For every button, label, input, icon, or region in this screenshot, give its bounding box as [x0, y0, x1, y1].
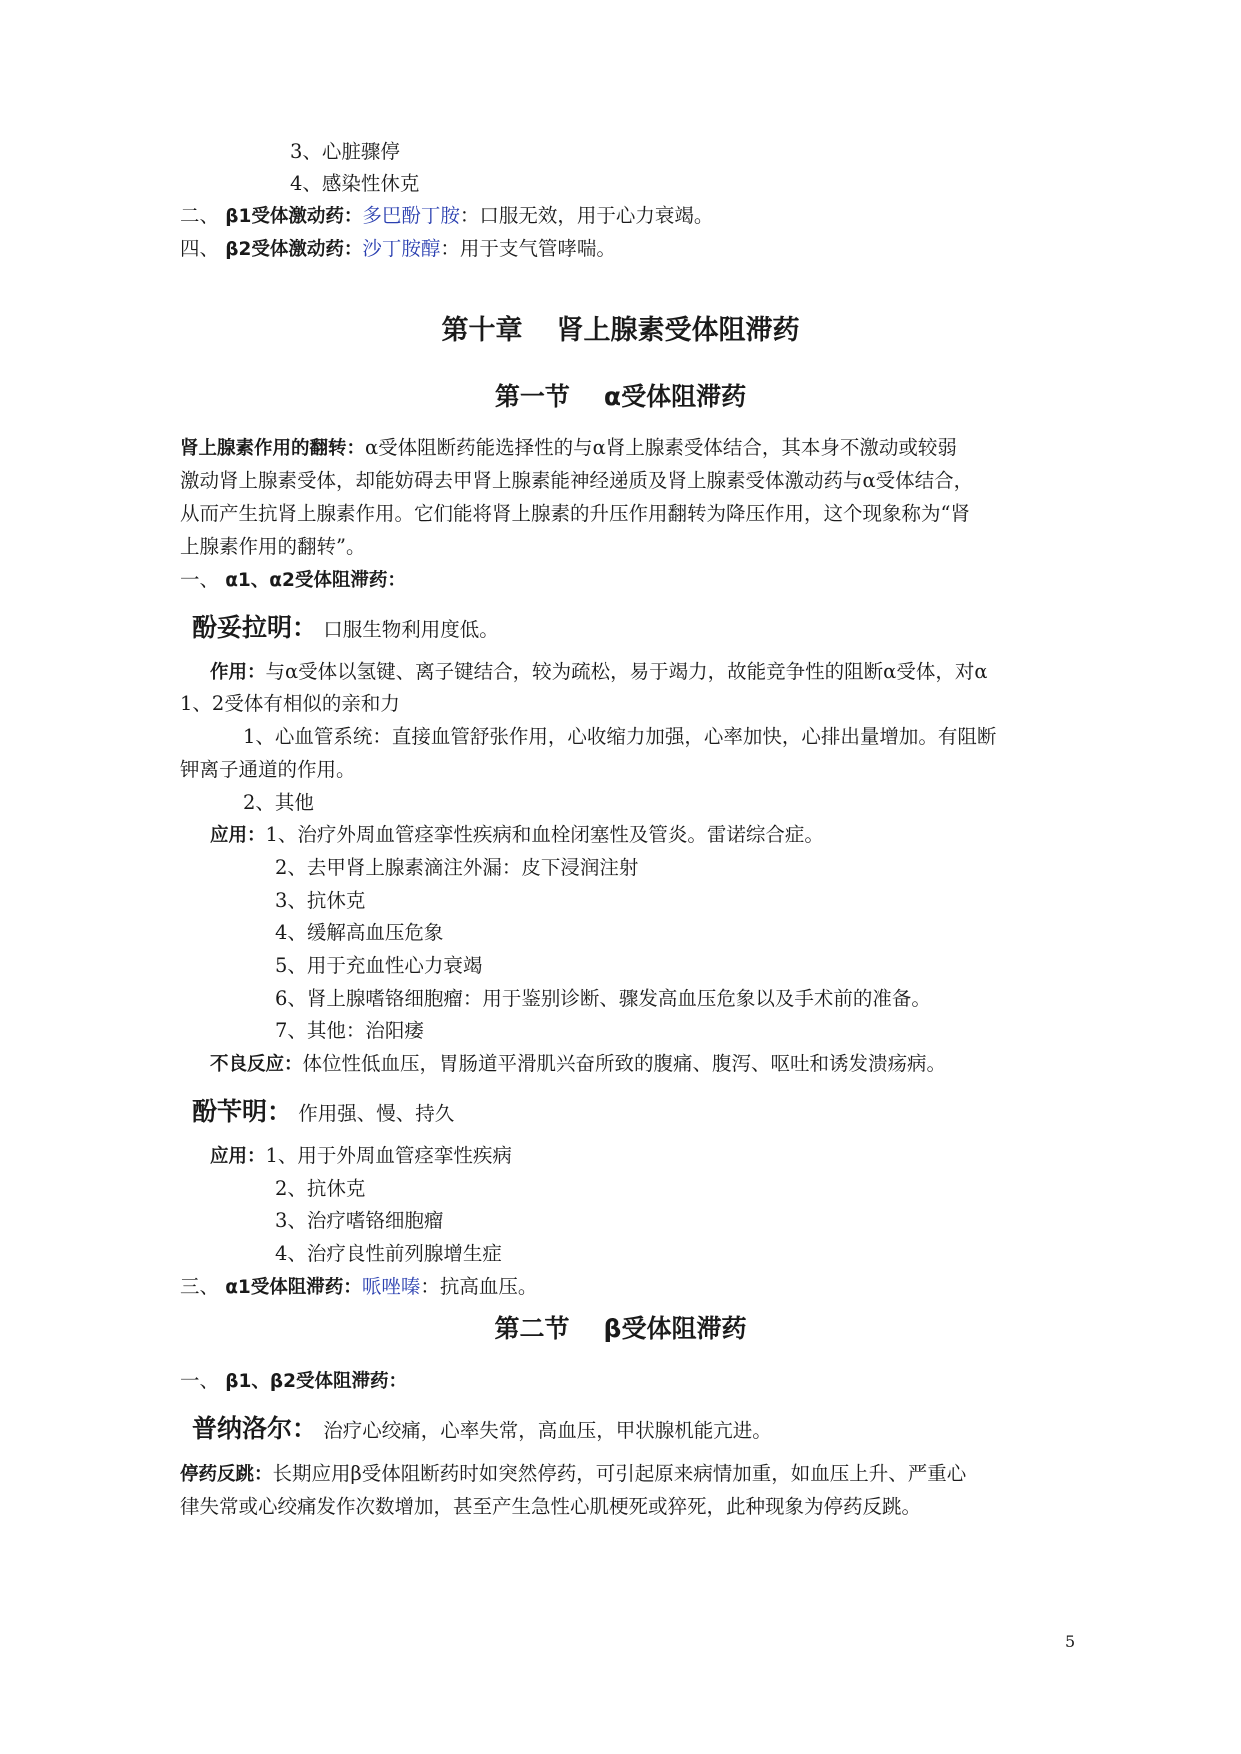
list-item: [210, 1144, 512, 1169]
item-label: β1、β2受体阻滞药：: [225, 1371, 407, 1392]
drug-name: 哌唑嗪: [361, 1275, 421, 1298]
drug-desc: 口服生物利用度低。: [323, 618, 499, 641]
item-text: ：口服无效，用于心力衰竭。: [459, 204, 714, 227]
drug-heading: [192, 612, 499, 646]
item-prefix: 一、: [180, 568, 220, 591]
list-item: 4、治疗良性前列腺增生症: [275, 1242, 502, 1265]
subheading: [180, 1369, 407, 1394]
item-text: ：用于支气管哮喘。: [440, 237, 616, 260]
list-item: 3、心脏骤停: [290, 140, 400, 163]
term: 不良反应：: [210, 1054, 303, 1075]
paragraph-line: [180, 436, 957, 461]
item-prefix: 二、: [180, 204, 220, 227]
paragraph-text: 与α受体以氢键、离子键结合，较为疏松，易于竭力，故能竞争性的阻断α受体，对α: [265, 660, 988, 683]
subheading: [180, 568, 406, 593]
drug-heading: [192, 1413, 772, 1447]
list-item: 6、肾上腺嗜铬细胞瘤：用于鉴别诊断、骤发高血压危象以及手术前的准备。: [275, 987, 931, 1010]
item-label: β2受体激动药：: [225, 239, 363, 260]
paragraph-line: 钾离子通道的作用。: [180, 758, 356, 781]
paragraph-line: 1、2受体有相似的亲和力: [180, 692, 400, 715]
section-number: 第二节: [494, 1314, 570, 1343]
list-item: 7、其他：治阳痿: [275, 1019, 424, 1042]
paragraph-text: 长期应用β受体阻断药时如突然停药，可引起原来病情加重，如血压上升、严重心: [272, 1462, 967, 1485]
section-number: 第一节: [494, 382, 570, 411]
item-label: β1受体激动药：: [225, 206, 363, 227]
item-label: α1、α2受体阻滞药：: [225, 570, 406, 591]
page-number: 5: [1065, 1632, 1076, 1651]
item-prefix: 四、: [180, 237, 220, 260]
paragraph-line: 律失常或心绞痛发作次数增加，甚至产生急性心肌梗死或猝死，此种现象为停药反跳。: [180, 1495, 922, 1518]
term: 肾上腺素作用的翻转：: [180, 438, 366, 459]
drug-title: 酚苄明：: [192, 1097, 293, 1126]
term: 停药反跳：: [180, 1464, 273, 1485]
list-item: 2、去甲肾上腺素滴注外漏：皮下浸润注射: [275, 856, 639, 879]
chapter-number: 第十章: [441, 315, 523, 346]
item-text: ：抗高血压。: [420, 1275, 538, 1298]
beta1-agonist-line: [180, 204, 713, 229]
paragraph-line: 激动肾上腺素受体，却能妨碍去甲肾上腺素能神经递质及肾上腺素受体激动药与α受体结合，: [180, 469, 974, 492]
item-label: α1受体阻滞药：: [225, 1277, 362, 1298]
drug-name: 沙丁胺醇: [362, 237, 441, 260]
item-prefix: 三、: [180, 1275, 220, 1298]
chapter-name: 肾上腺素受体阻滞药: [556, 315, 800, 346]
section-title: [0, 1313, 1241, 1345]
drug-title: 普纳洛尔：: [192, 1414, 318, 1443]
paragraph-text: 体位性低血压，胃肠道平滑肌兴奋所致的腹痛、腹泻、呕吐和诱发溃疡病。: [302, 1052, 947, 1075]
list-item: 3、抗休克: [275, 889, 366, 912]
list-item-text: 1、用于外周血管痉挛性疾病: [265, 1144, 512, 1167]
list-item: 2、抗休克: [275, 1177, 366, 1200]
drug-heading: [192, 1096, 454, 1130]
beta2-agonist-line: [180, 237, 616, 262]
paragraph-line: 1、心血管系统：直接血管舒张作用，心收缩力加强，心率加快，心排出量增加。有阻断: [243, 725, 997, 748]
list-item: 2、其他: [243, 791, 314, 814]
drug-desc: 作用强、慢、持久: [298, 1102, 455, 1125]
list-item: 4、感染性休克: [290, 172, 420, 195]
paragraph-line: [210, 1052, 946, 1077]
drug-name: 多巴酚丁胺: [362, 204, 460, 227]
term: 应用：: [210, 825, 266, 846]
section-title: [0, 381, 1241, 413]
paragraph-line: 从而产生抗肾上腺素作用。它们能将肾上腺素的升压作用翻转为降压作用，这个现象称为“肾: [180, 502, 970, 525]
list-item: 5、用于充血性心力衰竭: [275, 954, 483, 977]
drug-desc: 治疗心绞痛，心率失常，高血压，甲状腺机能亢进。: [323, 1419, 772, 1442]
section-name: α受体阻滞药: [603, 382, 747, 411]
section-name: β受体阻滞药: [603, 1314, 747, 1343]
paragraph-line: [180, 1462, 966, 1487]
term: 作用：: [210, 662, 266, 683]
item-prefix: 一、: [180, 1369, 220, 1392]
paragraph-line: 上腺素作用的翻转”。: [180, 535, 366, 558]
paragraph-line: [210, 660, 988, 685]
list-item: 3、治疗嗜铬细胞瘤: [275, 1209, 444, 1232]
chapter-title: [0, 314, 1241, 348]
list-item-text: 1、治疗外周血管痉挛性疾病和血栓闭塞性及管炎。雷诺综合症。: [265, 823, 824, 846]
drug-title: 酚妥拉明：: [192, 613, 318, 642]
list-item: 4、缓解高血压危象: [275, 921, 444, 944]
list-item: [210, 823, 824, 848]
paragraph-text: α受体阻断药能选择性的与α肾上腺素受体结合，其本身不激动或较弱: [365, 436, 957, 459]
term: 应用：: [210, 1146, 266, 1167]
alpha1-blocker-line: [180, 1275, 537, 1300]
